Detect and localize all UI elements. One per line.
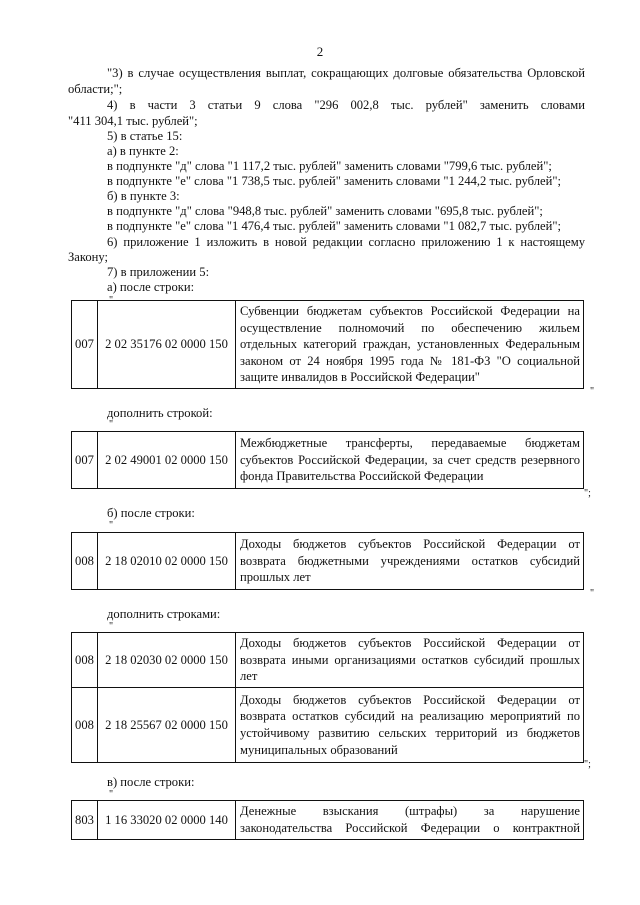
paragraph-3-line-2: области;";: [68, 82, 123, 96]
description-line: Доходы бюджетов субъектов Российской Федерации от: [240, 537, 580, 552]
description-line: отдельных категорий граждан, установленных Федеральным: [240, 337, 580, 352]
description-line: Межбюджетные трансферты, передаваемые бюджетам: [240, 436, 580, 451]
table-2: [71, 431, 584, 489]
description-line: защите инвалидов в Российской Федерации": [240, 370, 480, 385]
table-4: [71, 632, 584, 763]
table-row: [72, 688, 584, 763]
budget-classification-code: 2 02 35176 02 0000 150: [98, 301, 236, 389]
description-line: субъектов Российской Федерации, за счет средств резервного: [240, 452, 580, 467]
description-line: Денежные взыскания (штрафы) за нарушение: [240, 804, 580, 818]
table-row: [72, 633, 584, 688]
budget-classification-code: 2 18 02010 02 0000 150: [98, 533, 236, 590]
table-3: [71, 532, 584, 590]
description-line: возврата бюджетными учреждениями остатков субсидий: [240, 553, 580, 568]
description-line: Субвенции бюджетам субъектов Российской Федерации на: [240, 304, 580, 318]
description-line: устойчивому развитию сельских территорий из бюджетов: [240, 726, 580, 740]
income-description: [236, 301, 584, 389]
open-quote-1: ": [109, 295, 114, 306]
close-quote-3: ": [590, 588, 595, 599]
budget-admin-code: 007: [72, 301, 98, 389]
paragraph-6-line-1: 6) приложение 1 изложить в новой редакции согласно приложению 1 к настоящему: [107, 235, 585, 249]
budget-classification-code: 2 02 49001 02 0000 150: [98, 432, 236, 489]
open-quote-4: ": [109, 621, 114, 632]
open-quote-2: ": [109, 419, 114, 430]
budget-classification-code: 2 18 25567 02 0000 150: [98, 688, 236, 763]
paragraph-3-line-1: "3) в случае осуществления выплат, сокращающих долговые обязательства Орловской: [107, 66, 585, 80]
description-line: лет: [240, 669, 258, 684]
description-line: Доходы бюджетов субъектов Российской Федерации от: [240, 692, 580, 707]
paragraph-5b: б) в пункте 3:: [107, 189, 180, 203]
description-line: возврата остатков субсидий на реализацию мероприятий по: [240, 709, 580, 724]
description-line: осуществление полномочий по обеспечению жильем: [240, 320, 580, 335]
table-row: [72, 432, 584, 489]
paragraph-5: 5) в статье 15:: [107, 129, 183, 143]
table-row: [72, 533, 584, 590]
page-number: 2: [316, 44, 324, 59]
paragraph-6-line-2: Закону;: [68, 250, 109, 264]
income-description: [236, 533, 584, 590]
description-line: возврата иными организациями остатков субсидий прошлых: [240, 652, 580, 667]
income-description: [236, 432, 584, 489]
description-line: законом от 24 ноября 1995 года № 181-ФЗ "О социальной: [240, 353, 580, 368]
table-row: [72, 801, 584, 840]
paragraph-5b-e: в подпункте "е" слова "1 476,4 тыс. рублей" заменить словами "1 082,7 тыс. рублей";: [107, 219, 561, 233]
close-quote-2: ";: [584, 488, 591, 499]
paragraph-7: 7) в приложении 5:: [107, 265, 210, 279]
income-description: [236, 688, 584, 763]
description-line: фонда Правительства Российской Федерации: [240, 469, 484, 484]
budget-admin-code: 007: [72, 432, 98, 489]
income-description: [236, 633, 584, 688]
close-quote-4: ";: [584, 759, 591, 770]
budget-classification-code: 1 16 33020 02 0000 140: [98, 801, 236, 840]
paragraph-7a: а) после строки:: [107, 280, 195, 294]
budget-admin-code: 008: [72, 633, 98, 688]
income-description: [236, 801, 584, 840]
description-line: муниципальных образований: [240, 742, 398, 757]
close-quote-1: ": [590, 386, 595, 397]
add-row-text-1: дополнить строкой:: [107, 406, 213, 420]
paragraph-7c: в) после строки:: [107, 775, 195, 789]
table-5: [71, 800, 584, 840]
paragraph-4-line-2: "411 304,1 тыс. рублей";: [68, 114, 198, 128]
paragraph-4-line-1: 4) в части 3 статьи 9 слова "296 002,8 тыс. рублей" заменить словами: [107, 98, 585, 112]
description-line: прошлых лет: [240, 570, 311, 585]
paragraph-5a-d: в подпункте "д" слова "1 117,2 тыс. рублей" заменить словами "799,6 тыс. рублей";: [107, 159, 552, 173]
open-quote-3: ": [109, 520, 114, 531]
paragraph-5a: а) в пункте 2:: [107, 144, 179, 158]
table-1: [71, 300, 584, 389]
open-quote-5: ": [109, 789, 114, 800]
budget-classification-code: 2 18 02030 02 0000 150: [98, 633, 236, 688]
description-line: Доходы бюджетов субъектов Российской Федерации от: [240, 636, 580, 651]
paragraph-5b-d: в подпункте "д" слова "948,8 тыс. рублей" заменить словами "695,8 тыс. рублей";: [107, 204, 543, 218]
budget-admin-code: 008: [72, 533, 98, 590]
budget-admin-code: 803: [72, 801, 98, 840]
table-row: [72, 301, 584, 389]
description-line: законодательства Российской Федерации о контрактной: [240, 820, 580, 835]
paragraph-5a-e: в подпункте "е" слова "1 738,5 тыс. рублей" заменить словами "1 244,2 тыс. рублей";: [107, 174, 561, 188]
add-rows-text: дополнить строками:: [107, 607, 221, 621]
paragraph-7b: б) после строки:: [107, 506, 195, 520]
budget-admin-code: 008: [72, 688, 98, 763]
